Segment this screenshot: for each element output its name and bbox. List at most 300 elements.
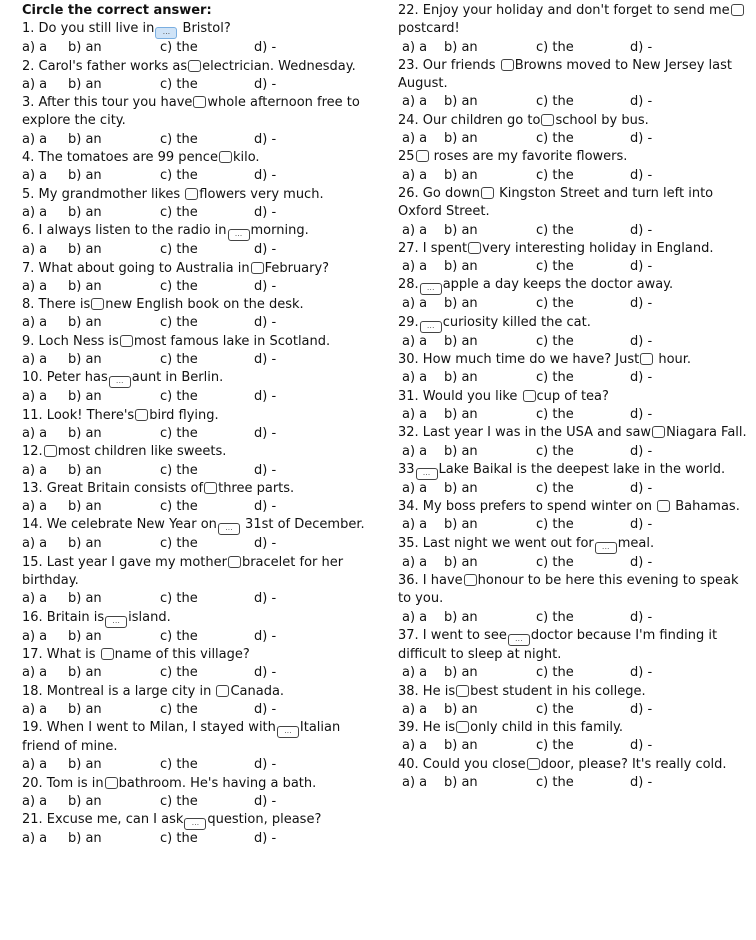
option-b[interactable]: b) an — [68, 40, 102, 56]
option-d[interactable]: d) - — [630, 517, 653, 533]
question-text — [398, 351, 750, 369]
option-d[interactable]: d) - — [254, 831, 277, 847]
question-28 — [398, 276, 750, 313]
option-c[interactable]: c) the — [536, 774, 574, 790]
option-d[interactable]: d) - — [630, 333, 653, 349]
option-d[interactable]: d) - — [630, 94, 653, 110]
question-text-end: Niagara Fall. — [666, 425, 747, 441]
option-b[interactable]: b) an — [444, 480, 478, 496]
option-d[interactable]: d) - — [254, 665, 277, 681]
question-text-end: whole afternoon free to explore the city. — [22, 95, 360, 129]
option-d[interactable]: d) - — [254, 242, 277, 258]
option-d[interactable]: d) - — [254, 462, 277, 478]
option-d[interactable]: d) - — [630, 701, 653, 717]
question-text-start: 6. I always listen to the radio in — [22, 223, 227, 239]
answer-blank[interactable] — [105, 777, 118, 789]
option-a[interactable]: a) a — [402, 665, 428, 681]
option-a[interactable]: a) a — [402, 333, 428, 349]
option-a[interactable]: a) a — [402, 259, 428, 275]
option-c[interactable]: c) the — [536, 609, 574, 625]
question-text-end: Browns moved to New Jersey last August. — [398, 57, 732, 92]
option-d[interactable]: d) - — [630, 370, 653, 386]
option-b[interactable]: b) an — [68, 278, 102, 294]
question-text — [22, 646, 374, 664]
option-c[interactable]: c) the — [160, 204, 198, 220]
question-text-start: 14. We celebrate New Year on — [22, 517, 217, 533]
option-b[interactable]: b) an — [68, 204, 102, 220]
option-b[interactable]: b) an — [68, 315, 102, 331]
answer-options — [22, 628, 374, 646]
option-c[interactable]: c) the — [536, 443, 574, 459]
answer-blank[interactable] — [135, 409, 148, 421]
option-b[interactable]: b) an — [444, 222, 478, 238]
answer-options — [22, 756, 374, 774]
answer-blank[interactable] — [228, 556, 241, 568]
question-text — [22, 58, 374, 76]
answer-options — [398, 774, 750, 792]
question-8 — [22, 296, 374, 333]
question-text — [398, 535, 750, 554]
option-c[interactable]: c) the — [160, 499, 198, 515]
answer-blank[interactable] — [652, 426, 665, 438]
option-a[interactable]: a) a — [22, 242, 48, 258]
question-text — [398, 424, 750, 442]
question-text-end: Lake Baikal is the deepest lake in the world. — [438, 461, 726, 477]
question-text-start: 39. He is — [398, 720, 456, 736]
option-b[interactable]: b) an — [68, 536, 102, 552]
option-d[interactable]: d) - — [630, 167, 653, 183]
option-a[interactable]: a) a — [22, 536, 48, 552]
option-c[interactable]: c) the — [536, 39, 574, 55]
option-a[interactable]: a) a — [402, 480, 428, 496]
answer-blank[interactable] — [120, 335, 133, 347]
question-30 — [398, 351, 750, 388]
question-text-start: 16. Britain is — [22, 609, 105, 625]
option-c[interactable]: c) the — [160, 315, 198, 331]
question-text-end: aunt in Berlin. — [131, 370, 224, 386]
option-c[interactable]: c) the — [536, 701, 574, 717]
answer-options — [398, 333, 750, 351]
option-a[interactable]: a) a — [402, 517, 428, 533]
answer-blank[interactable] — [219, 151, 232, 163]
question-10 — [22, 369, 374, 406]
answer-blank[interactable] — [541, 114, 554, 126]
option-c[interactable]: c) the — [160, 168, 198, 184]
option-c[interactable]: c) the — [160, 242, 198, 258]
answer-options — [398, 93, 750, 111]
option-d[interactable]: d) - — [630, 774, 653, 790]
question-25 — [398, 148, 750, 185]
option-b[interactable]: b) an — [68, 425, 102, 441]
option-c[interactable]: c) the — [536, 738, 574, 754]
answer-options — [398, 39, 750, 57]
option-b[interactable]: b) an — [444, 738, 478, 754]
question-text-end: bathroom. He's having a bath. — [118, 775, 317, 791]
option-a[interactable]: a) a — [402, 609, 428, 625]
question-3 — [22, 94, 374, 149]
question-text — [398, 148, 750, 166]
option-a[interactable]: a) a — [22, 793, 48, 809]
option-b[interactable]: b) an — [68, 389, 102, 405]
option-b[interactable]: b) an — [68, 793, 102, 809]
option-a[interactable]: a) a — [22, 315, 48, 331]
question-text-end: question, please? — [207, 812, 322, 828]
option-b[interactable]: b) an — [444, 701, 478, 717]
option-a[interactable]: a) a — [22, 757, 48, 773]
option-d[interactable]: d) - — [630, 738, 653, 754]
answer-options — [22, 76, 374, 94]
question-text-start: 11. Look! There's — [22, 407, 135, 423]
option-d[interactable]: d) - — [254, 499, 277, 515]
option-c[interactable]: c) the — [160, 701, 198, 717]
answer-blank[interactable] — [640, 353, 653, 365]
question-37 — [398, 627, 750, 683]
question-text-end: very interesting holiday in England. — [482, 240, 714, 256]
option-a[interactable]: a) a — [22, 591, 48, 607]
option-b[interactable]: b) an — [68, 591, 102, 607]
option-d[interactable]: d) - — [630, 554, 653, 570]
option-d[interactable]: d) - — [254, 76, 277, 92]
option-a[interactable]: a) a — [22, 278, 48, 294]
option-c[interactable]: c) the — [160, 40, 198, 56]
question-9 — [22, 333, 374, 370]
option-b[interactable]: b) an — [444, 609, 478, 625]
option-d[interactable]: d) - — [254, 793, 277, 809]
answer-blank[interactable]: ... — [218, 523, 240, 535]
option-a[interactable]: a) a — [402, 39, 428, 55]
option-a[interactable]: a) a — [22, 352, 48, 368]
option-a[interactable]: a) a — [402, 167, 428, 183]
option-d[interactable]: d) - — [254, 425, 277, 441]
option-c[interactable]: c) the — [536, 296, 574, 312]
question-text — [22, 407, 374, 425]
question-text — [398, 2, 750, 39]
option-b[interactable]: b) an — [68, 831, 102, 847]
option-c[interactable]: c) the — [536, 665, 574, 681]
question-text-end: honour to be here this evening to speak to you. — [398, 573, 739, 607]
question-text-start: 31. Would you like — [398, 388, 522, 404]
option-a[interactable]: a) a — [402, 774, 428, 790]
option-c[interactable]: c) the — [160, 831, 198, 847]
question-text-start: 10. Peter has — [22, 370, 108, 386]
question-text — [398, 276, 750, 295]
option-b[interactable]: b) an — [444, 774, 478, 790]
option-b[interactable]: b) an — [68, 168, 102, 184]
question-text-end: doctor because I'm finding it difficult to sleep at night. — [398, 627, 718, 662]
option-b[interactable]: b) an — [444, 406, 478, 422]
answer-options — [22, 462, 374, 480]
option-b[interactable]: b) an — [444, 333, 478, 349]
answer-options — [398, 737, 750, 755]
option-c[interactable]: c) the — [536, 406, 574, 422]
option-d[interactable]: d) - — [254, 40, 277, 56]
option-c[interactable]: c) the — [160, 278, 198, 294]
answer-blank[interactable] — [216, 685, 229, 697]
option-a[interactable]: a) a — [22, 204, 48, 220]
answer-options — [22, 278, 374, 296]
question-text-end: bird flying. — [149, 407, 219, 423]
option-a[interactable]: a) a — [22, 40, 48, 56]
option-a[interactable]: a) a — [402, 222, 428, 238]
option-b[interactable]: b) an — [444, 517, 478, 533]
question-text — [22, 222, 374, 241]
option-b[interactable]: b) an — [68, 499, 102, 515]
question-38 — [398, 683, 750, 720]
answer-options — [398, 258, 750, 276]
answer-options — [398, 222, 750, 240]
answer-options — [398, 701, 750, 719]
question-text-end: 31st of December. — [240, 517, 365, 533]
option-b[interactable]: b) an — [68, 757, 102, 773]
option-a[interactable]: a) a — [402, 94, 428, 110]
option-d[interactable]: d) - — [630, 480, 653, 496]
answer-blank[interactable] — [456, 721, 469, 733]
answer-options — [22, 425, 374, 443]
answer-blank[interactable]: ... — [420, 321, 442, 333]
answer-blank[interactable] — [657, 500, 670, 512]
option-c[interactable]: c) the — [536, 94, 574, 110]
option-b[interactable]: b) an — [68, 701, 102, 717]
answer-blank[interactable] — [193, 96, 206, 108]
option-c[interactable]: c) the — [536, 222, 574, 238]
option-b[interactable]: b) an — [444, 296, 478, 312]
answer-blank[interactable] — [464, 574, 477, 586]
question-text-start: 5. My grandmother likes — [22, 186, 185, 202]
option-b[interactable]: b) an — [68, 628, 102, 644]
question-text-end: Canada. — [230, 683, 285, 699]
question-text-start: 1. Do you still live in — [22, 21, 155, 37]
answer-blank[interactable] — [501, 59, 514, 71]
option-d[interactable]: d) - — [630, 259, 653, 275]
question-text-start: 2. Carol's father works as — [22, 58, 188, 74]
option-c[interactable]: c) the — [160, 131, 198, 147]
option-d[interactable]: d) - — [630, 443, 653, 459]
option-b[interactable]: b) an — [444, 443, 478, 459]
question-text-end: meal. — [617, 535, 655, 551]
question-text — [398, 627, 750, 664]
answer-options — [22, 793, 374, 811]
option-a[interactable]: a) a — [22, 665, 48, 681]
answer-blank[interactable] — [185, 188, 198, 200]
option-a[interactable]: a) a — [402, 370, 428, 386]
option-d[interactable]: d) - — [254, 352, 277, 368]
option-a[interactable]: a) a — [22, 499, 48, 515]
option-c[interactable]: c) the — [160, 462, 198, 478]
question-text-start: 25 — [398, 149, 415, 165]
answer-blank[interactable]: ... — [155, 27, 177, 39]
option-a[interactable]: a) a — [402, 554, 428, 570]
option-a[interactable]: a) a — [22, 168, 48, 184]
question-text — [398, 314, 750, 333]
option-d[interactable]: d) - — [630, 39, 653, 55]
option-d[interactable]: d) - — [254, 701, 277, 717]
option-c[interactable]: c) the — [160, 352, 198, 368]
question-text-end: flowers very much. — [199, 186, 324, 202]
option-d[interactable]: d) - — [254, 315, 277, 331]
question-16 — [22, 609, 374, 646]
answer-blank[interactable]: ... — [508, 634, 530, 646]
answer-blank[interactable]: ... — [184, 818, 206, 830]
answer-blank[interactable]: ... — [420, 283, 442, 295]
question-20 — [22, 775, 374, 812]
option-b[interactable]: b) an — [444, 39, 478, 55]
answer-options — [22, 388, 374, 406]
option-d[interactable]: d) - — [254, 389, 277, 405]
option-b[interactable]: b) an — [444, 167, 478, 183]
question-text-end: best student in his college. — [470, 683, 646, 699]
option-c[interactable]: c) the — [536, 480, 574, 496]
option-a[interactable]: a) a — [22, 628, 48, 644]
option-b[interactable]: b) an — [444, 554, 478, 570]
option-d[interactable]: d) - — [254, 591, 277, 607]
option-b[interactable]: b) an — [444, 259, 478, 275]
option-d[interactable]: d) - — [630, 609, 653, 625]
option-d[interactable]: d) - — [630, 406, 653, 422]
option-a[interactable]: a) a — [22, 831, 48, 847]
option-b[interactable]: b) an — [68, 352, 102, 368]
option-b[interactable]: b) an — [68, 462, 102, 478]
question-text-start: 37. I went to see — [398, 627, 507, 643]
option-c[interactable]: c) the — [536, 259, 574, 275]
question-29 — [398, 314, 750, 351]
option-d[interactable]: d) - — [254, 168, 277, 184]
answer-blank[interactable] — [204, 482, 217, 494]
option-c[interactable]: c) the — [536, 167, 574, 183]
option-c[interactable]: c) the — [160, 76, 198, 92]
option-b[interactable]: b) an — [444, 94, 478, 110]
option-a[interactable]: a) a — [22, 701, 48, 717]
option-c[interactable]: c) the — [160, 591, 198, 607]
question-27 — [398, 240, 750, 277]
question-text-start: 12. — [22, 444, 43, 460]
answer-blank[interactable] — [481, 187, 494, 199]
option-a[interactable]: a) a — [402, 296, 428, 312]
option-b[interactable]: b) an — [444, 370, 478, 386]
option-a[interactable]: a) a — [22, 425, 48, 441]
answer-blank[interactable] — [527, 758, 540, 770]
question-text-start: 26. Go down — [398, 185, 481, 201]
option-c[interactable]: c) the — [160, 757, 198, 773]
option-a[interactable]: a) a — [402, 701, 428, 717]
option-b[interactable]: b) an — [444, 131, 478, 147]
option-a[interactable]: a) a — [22, 389, 48, 405]
option-a[interactable]: a) a — [402, 738, 428, 754]
question-7 — [22, 260, 374, 297]
answer-blank[interactable]: ... — [228, 229, 250, 241]
option-c[interactable]: c) the — [160, 536, 198, 552]
question-text-start: 9. Loch Ness is — [22, 333, 119, 349]
option-d[interactable]: d) - — [254, 757, 277, 773]
question-text-start: 28. — [398, 277, 419, 293]
option-d[interactable]: d) - — [254, 131, 277, 147]
question-11 — [22, 407, 374, 444]
question-15 — [22, 554, 374, 609]
option-b[interactable]: b) an — [444, 665, 478, 681]
question-text-end: school by bus. — [555, 112, 649, 128]
option-c[interactable]: c) the — [160, 389, 198, 405]
option-d[interactable]: d) - — [254, 628, 277, 644]
question-6 — [22, 222, 374, 259]
answer-options — [22, 535, 374, 553]
option-d[interactable]: d) - — [254, 536, 277, 552]
answer-blank[interactable] — [44, 445, 57, 457]
question-text — [22, 683, 374, 701]
answer-options — [22, 167, 374, 185]
option-b[interactable]: b) an — [68, 76, 102, 92]
question-text-start: 18. Montreal is a large city in — [22, 683, 216, 699]
question-text — [398, 240, 750, 258]
answer-blank[interactable] — [188, 60, 201, 72]
answer-blank[interactable]: ... — [105, 616, 127, 628]
option-c[interactable]: c) the — [536, 517, 574, 533]
answer-blank[interactable] — [91, 298, 104, 310]
question-text — [398, 683, 750, 701]
option-b[interactable]: b) an — [68, 665, 102, 681]
question-text — [398, 572, 750, 609]
answer-blank[interactable]: ... — [277, 726, 299, 738]
option-a[interactable]: a) a — [22, 462, 48, 478]
option-c[interactable]: c) the — [160, 425, 198, 441]
answer-blank[interactable]: ... — [416, 468, 438, 480]
option-d[interactable]: d) - — [630, 296, 653, 312]
option-c[interactable]: c) the — [160, 793, 198, 809]
question-text — [398, 498, 750, 516]
option-c[interactable]: c) the — [536, 554, 574, 570]
question-text-end: bracelet for her birthday. — [22, 554, 344, 589]
option-d[interactable]: d) - — [630, 131, 653, 147]
answer-blank[interactable] — [416, 150, 429, 162]
question-text — [22, 369, 374, 388]
answer-blank[interactable] — [101, 648, 114, 660]
question-text-start: 3. After this tour you have — [22, 95, 193, 111]
option-c[interactable]: c) the — [536, 131, 574, 147]
answer-blank[interactable]: ... — [109, 376, 131, 388]
question-text-end: apple a day keeps the doctor away. — [442, 277, 674, 293]
answer-options — [398, 664, 750, 682]
answer-blank[interactable] — [251, 262, 264, 274]
option-b[interactable]: b) an — [68, 242, 102, 258]
answer-options — [398, 516, 750, 534]
question-text-start: 7. What about going to Australia in — [22, 260, 250, 276]
option-a[interactable]: a) a — [22, 76, 48, 92]
answer-blank[interactable] — [468, 242, 481, 254]
option-a[interactable]: a) a — [402, 131, 428, 147]
question-text-start: 21. Excuse me, can I ask — [22, 812, 184, 828]
option-c[interactable]: c) the — [160, 665, 198, 681]
question-text-start: 20. Tom is in — [22, 775, 104, 791]
answer-blank[interactable] — [523, 390, 536, 402]
option-d[interactable]: d) - — [630, 665, 653, 681]
option-c[interactable]: c) the — [536, 370, 574, 386]
answer-blank[interactable] — [456, 685, 469, 697]
answer-options — [22, 204, 374, 222]
option-d[interactable]: d) - — [630, 222, 653, 238]
option-a[interactable]: a) a — [402, 443, 428, 459]
answer-options — [398, 369, 750, 387]
option-b[interactable]: b) an — [68, 131, 102, 147]
option-d[interactable]: d) - — [254, 204, 277, 220]
option-c[interactable]: c) the — [536, 333, 574, 349]
question-text — [22, 775, 374, 793]
option-a[interactable]: a) a — [402, 406, 428, 422]
option-a[interactable]: a) a — [22, 131, 48, 147]
question-13 — [22, 480, 374, 517]
option-d[interactable]: d) - — [254, 278, 277, 294]
option-c[interactable]: c) the — [160, 628, 198, 644]
answer-blank[interactable]: ... — [595, 542, 617, 554]
question-text-end: most famous lake in Scotland. — [133, 333, 331, 349]
answer-blank[interactable] — [731, 4, 744, 16]
